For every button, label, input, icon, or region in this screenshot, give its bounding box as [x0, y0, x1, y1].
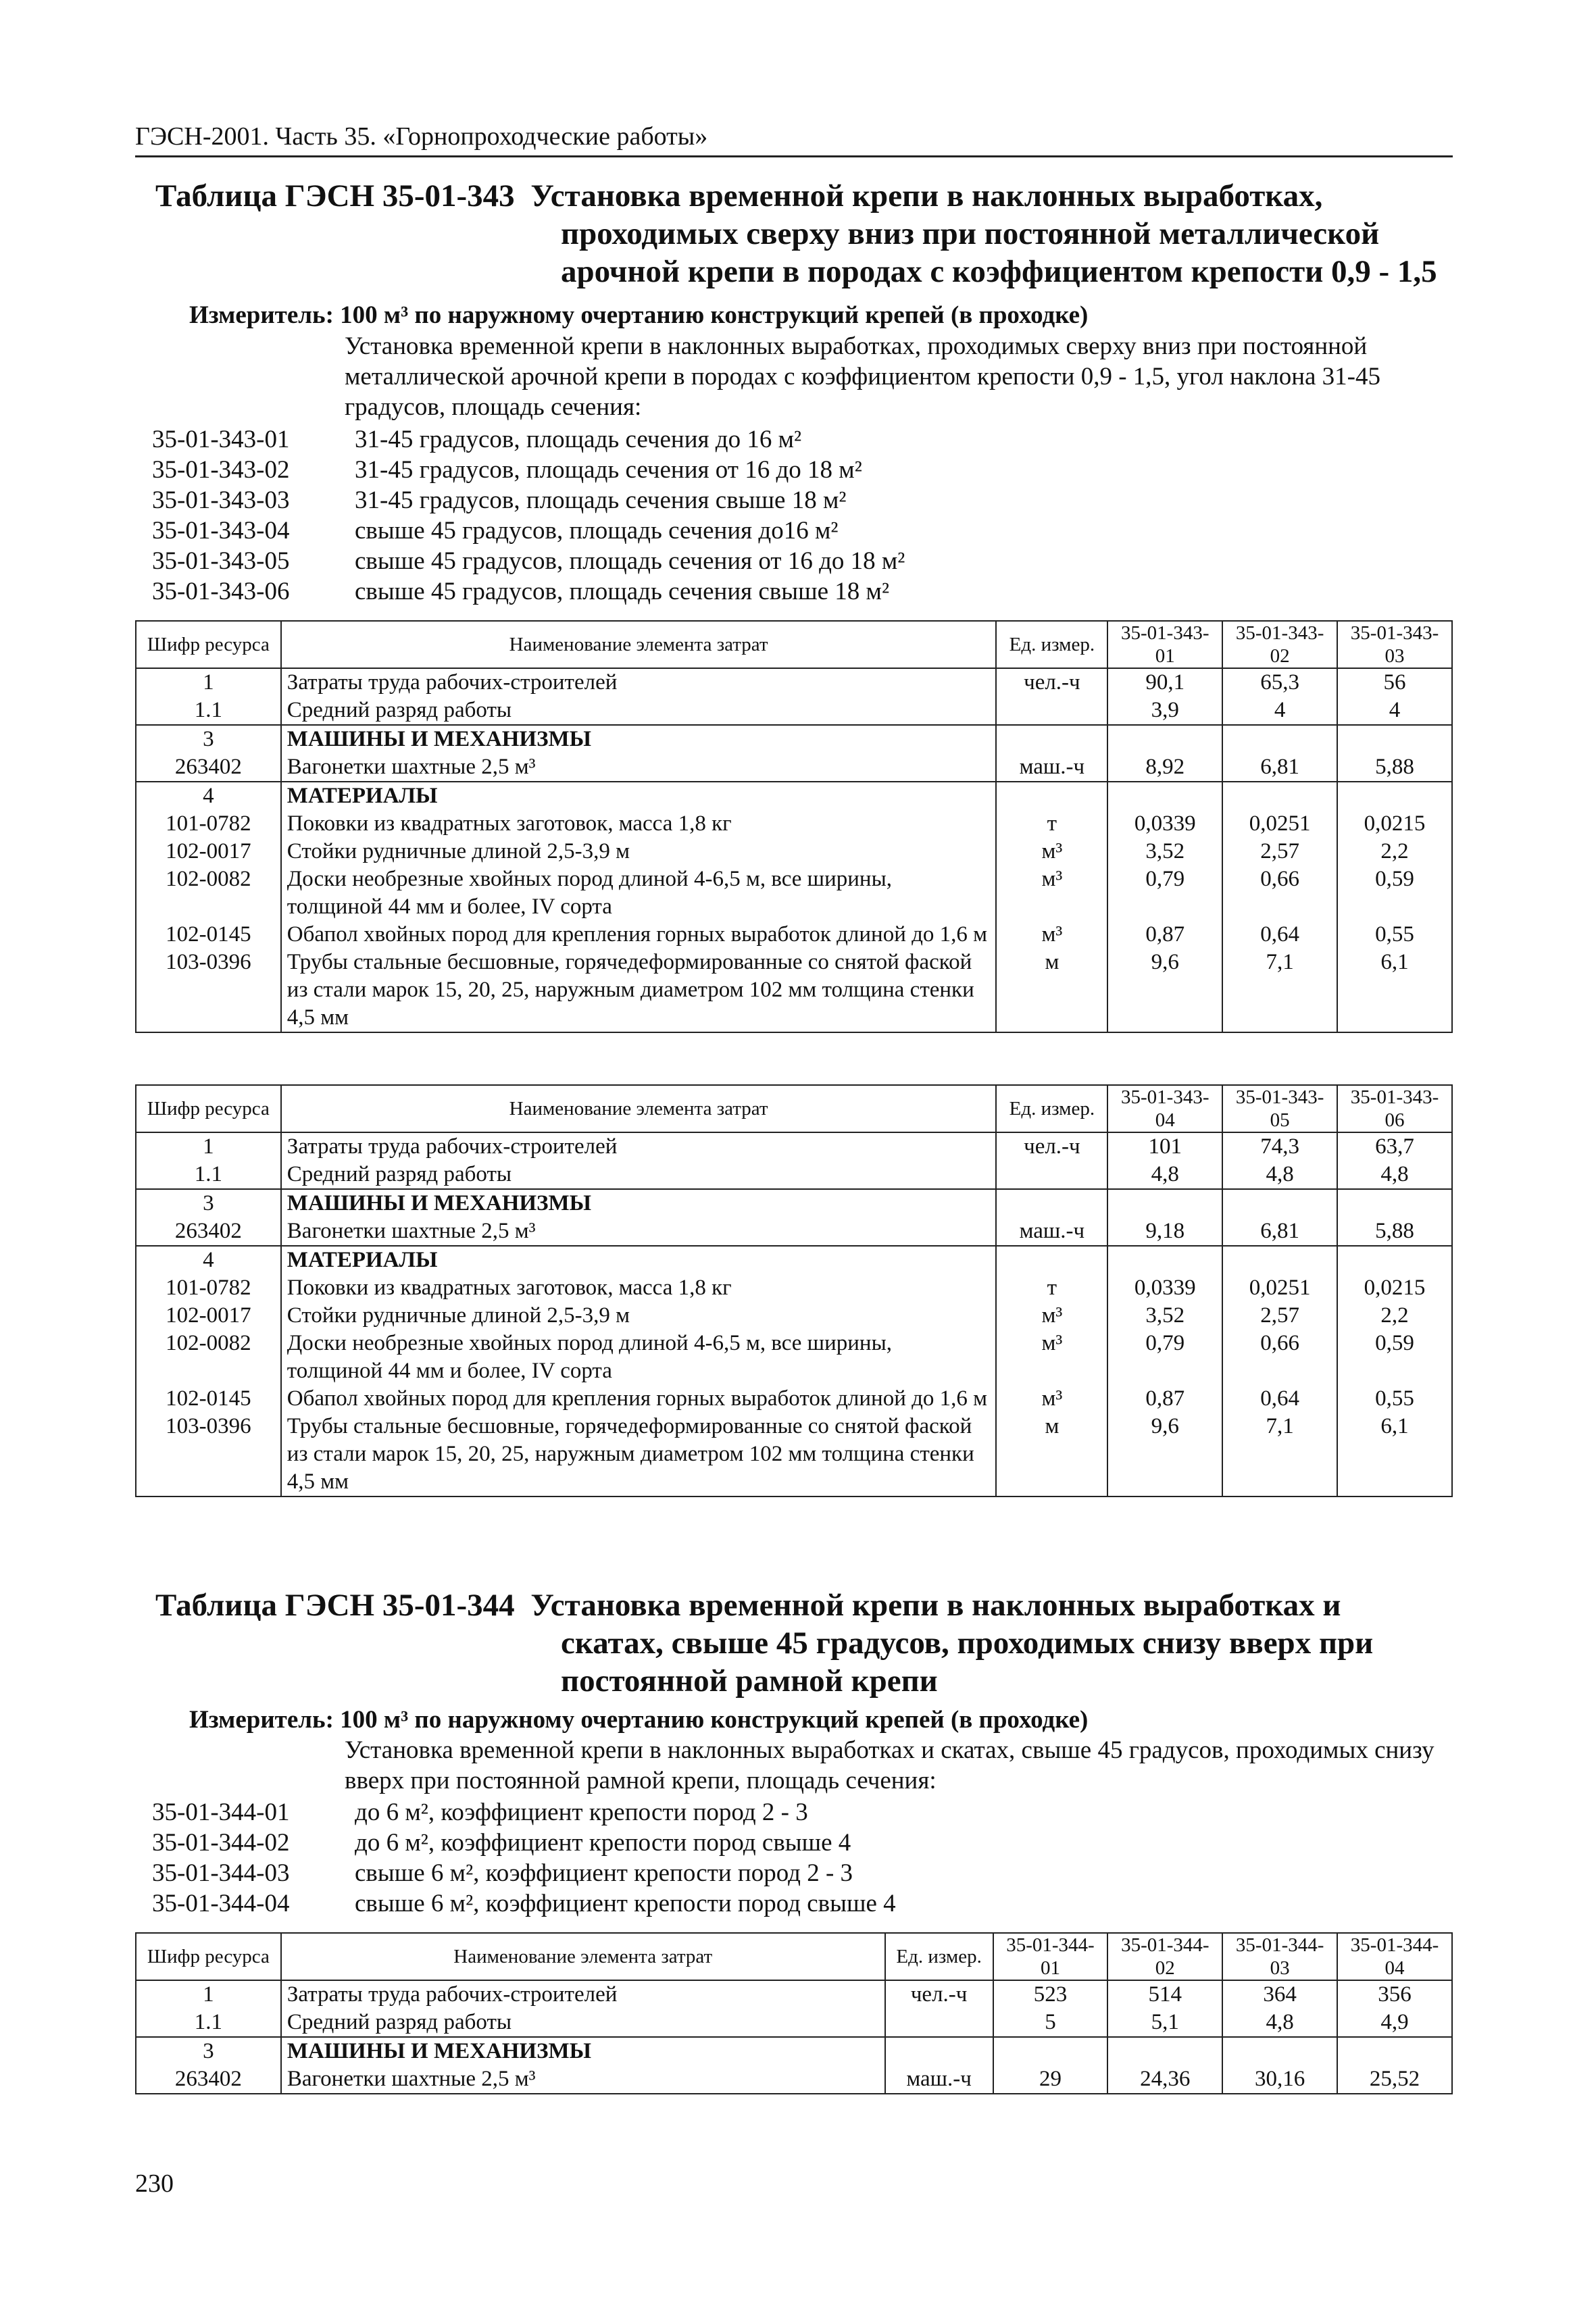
table-row	[136, 753, 1452, 782]
value-cell	[1107, 725, 1222, 753]
section-title-343	[155, 177, 1439, 291]
unit-line-343: Измеритель: 100 м³ по наружному очертанию конструкций крепей (в проходке)	[189, 301, 1089, 329]
value-cell	[1337, 782, 1452, 810]
unit-cell: чел.-ч	[996, 1132, 1107, 1161]
unit-cell: маш.-ч	[996, 753, 1107, 782]
unit-cell: маш.-ч	[996, 1217, 1107, 1246]
element-name-cell: Вагонетки шахтные 2,5 м³	[281, 1217, 997, 1246]
value-cell	[1222, 1189, 1337, 1217]
running-header: ГЭСН-2001. Часть 35. «Горнопроходческие работы»	[135, 122, 708, 151]
table-row	[136, 668, 1452, 697]
element-name-cell: Средний разряд работы	[281, 697, 997, 725]
unit-cell: м³	[996, 865, 1107, 921]
value-cell: 30,16	[1222, 2065, 1337, 2094]
value-cell: 2,57	[1222, 838, 1337, 865]
value-cell: 523	[993, 1980, 1108, 2009]
header-unit: Ед. измер.	[996, 1085, 1107, 1132]
value-cell: 24,36	[1107, 2065, 1222, 2094]
norm-code-description: 31-45 градусов, площадь сечения до 16 м²	[355, 426, 802, 453]
description-343: Установка временной крепи в наклонных выработках, проходимых сверху вниз при постоянной металлической арочной крепи в породах с коэффициентом крепости 0,9 - 1,5, угол наклона 31-45 градусов, площадь сечения:	[345, 332, 1380, 421]
table-row	[136, 1385, 1452, 1413]
table-row	[136, 1189, 1452, 1217]
value-cell: 2,2	[1337, 838, 1452, 865]
value-cell: 7,1	[1222, 949, 1337, 1032]
code-list-343	[152, 424, 905, 607]
header-unit: Ед. измер.	[996, 621, 1107, 668]
value-cell: 6,81	[1222, 753, 1337, 782]
value-cell	[1107, 1246, 1222, 1274]
value-cell: 0,0251	[1222, 810, 1337, 838]
table-row	[136, 865, 1452, 921]
norm-code-description: свыше 45 градусов, площадь сечения от 16 до 18 м²	[355, 547, 905, 575]
element-name-cell: Стойки рудничные длиной 2,5-3,9 м	[281, 838, 997, 865]
value-cell	[1222, 782, 1337, 810]
norm-code-description: до 6 м², коэффициент крепости пород свыше 4	[355, 1829, 851, 1857]
element-name-cell: Поковки из квадратных заготовок, масса 1,8 кг	[281, 810, 997, 838]
table-row	[136, 949, 1452, 1032]
element-name-cell: Затраты труда рабочих-строителей	[281, 1132, 997, 1161]
value-cell: 101	[1107, 1132, 1222, 1161]
value-cell: 5,88	[1337, 753, 1452, 782]
norm-code: 35-01-343-03	[152, 486, 290, 514]
value-cell: 25,52	[1337, 2065, 1452, 2094]
norm-code: 35-01-343-01	[152, 426, 290, 453]
header-norm-code: 35-01-343-04	[1107, 1085, 1222, 1132]
value-cell: 0,0215	[1337, 1274, 1452, 1302]
element-name-cell: Средний разряд работы	[281, 1161, 997, 1189]
norm-code: 35-01-343-05	[152, 547, 290, 575]
value-cell: 0,59	[1337, 865, 1452, 921]
resource-code-cell: 103-0396	[136, 949, 281, 1032]
norm-code: 35-01-343-04	[152, 517, 290, 545]
norm-code-description: до 6 м², коэффициент крепости пород 2 - 3	[355, 1799, 808, 1826]
resource-code-cell: 4	[136, 782, 281, 810]
value-cell: 514	[1107, 1980, 1222, 2009]
norm-code: 35-01-343-02	[152, 456, 290, 484]
value-cell	[1107, 1189, 1222, 1217]
unit-cell	[996, 725, 1107, 753]
value-cell	[1107, 782, 1222, 810]
unit-cell	[996, 697, 1107, 725]
element-name-cell: Доски необрезные хвойных пород длиной 4-6,5 м, все ширины, толщиной 44 мм и более, IV сорта	[281, 865, 997, 921]
table-header-row	[136, 621, 1452, 668]
value-cell: 4,8	[1107, 1161, 1222, 1189]
table-row	[136, 1161, 1452, 1189]
code-row	[152, 455, 905, 485]
unit-cell	[885, 2037, 993, 2065]
table-row	[136, 1132, 1452, 1161]
unit-line-344: Измеритель: 100 м³ по наружному очертанию конструкций крепей (в проходке)	[189, 1706, 1089, 1734]
table-row	[136, 697, 1452, 725]
table-row	[136, 1980, 1452, 2009]
value-cell	[1222, 1246, 1337, 1274]
norm-code-description: свыше 45 градусов, площадь сечения свыше 18 м²	[355, 578, 890, 605]
unit-cell	[996, 1161, 1107, 1189]
table-row	[136, 2009, 1452, 2037]
unit-cell: маш.-ч	[885, 2065, 993, 2094]
value-cell: 0,55	[1337, 1385, 1452, 1413]
value-cell: 65,3	[1222, 668, 1337, 697]
value-cell: 6,1	[1337, 949, 1452, 1032]
header-norm-code: 35-01-343-02	[1222, 621, 1337, 668]
value-cell	[1337, 1189, 1452, 1217]
element-name-cell: Средний разряд работы	[281, 2009, 885, 2037]
norm-table-343-b	[135, 1084, 1453, 1497]
value-cell: 5	[993, 2009, 1108, 2037]
resource-code-cell: 101-0782	[136, 1274, 281, 1302]
element-name-cell: Вагонетки шахтные 2,5 м³	[281, 2065, 885, 2094]
table-row	[136, 838, 1452, 865]
code-row	[152, 485, 905, 515]
resource-code-cell: 102-0145	[136, 1385, 281, 1413]
element-name-cell: Обапол хвойных пород для крепления горных выработок длиной до 1,6 м	[281, 1385, 997, 1413]
unit-cell: м³	[996, 838, 1107, 865]
value-cell: 364	[1222, 1980, 1337, 2009]
value-cell: 4	[1222, 697, 1337, 725]
resource-code-cell: 1.1	[136, 2009, 281, 2037]
value-cell: 356	[1337, 1980, 1452, 2009]
element-name-cell: МАТЕРИАЛЫ	[281, 1246, 997, 1274]
element-name-cell: МАШИНЫ И МЕХАНИЗМЫ	[281, 1189, 997, 1217]
unit-cell: м	[996, 1413, 1107, 1496]
code-row	[152, 1797, 896, 1828]
norm-code-description: 31-45 градусов, площадь сечения свыше 18 м²	[355, 486, 847, 514]
value-cell: 4,9	[1337, 2009, 1452, 2037]
section-title-text: Установка временной крепи в наклонных выработках, проходимых сверху вниз при постоянной металлической арочной крепи в породах с коэффициентом крепости 0,9 - 1,5	[530, 178, 1437, 289]
unit-cell	[996, 782, 1107, 810]
value-cell: 0,64	[1222, 1385, 1337, 1413]
header-norm-code: 35-01-344-04	[1337, 1933, 1452, 1980]
value-cell: 9,18	[1107, 1217, 1222, 1246]
norm-table-343-a	[135, 620, 1453, 1033]
resource-code-cell: 3	[136, 1189, 281, 1217]
resource-code-cell: 102-0082	[136, 865, 281, 921]
unit-cell	[996, 1189, 1107, 1217]
value-cell: 5,1	[1107, 2009, 1222, 2037]
code-row	[152, 1888, 896, 1919]
code-row	[152, 515, 905, 546]
resource-code-cell: 1	[136, 668, 281, 697]
header-element-name: Наименование элемента затрат	[281, 621, 997, 668]
value-cell: 6,81	[1222, 1217, 1337, 1246]
value-cell: 4,8	[1222, 2009, 1337, 2037]
unit-cell	[885, 2009, 993, 2037]
value-cell: 0,66	[1222, 1330, 1337, 1385]
table-row	[136, 1274, 1452, 1302]
element-name-cell: Вагонетки шахтные 2,5 м³	[281, 753, 997, 782]
value-cell: 0,59	[1337, 1330, 1452, 1385]
value-cell: 63,7	[1337, 1132, 1452, 1161]
unit-cell: м³	[996, 1385, 1107, 1413]
element-name-cell: МАШИНЫ И МЕХАНИЗМЫ	[281, 725, 997, 753]
resource-code-cell: 263402	[136, 753, 281, 782]
norm-code: 35-01-344-03	[152, 1859, 290, 1887]
norm-code-description: свыше 6 м², коэффициент крепости пород свыше 4	[355, 1890, 896, 1917]
value-cell: 0,66	[1222, 865, 1337, 921]
table-row	[136, 2037, 1452, 2065]
element-name-cell: Доски необрезные хвойных пород длиной 4-6,5 м, все ширины, толщиной 44 мм и более, IV сорта	[281, 1330, 997, 1385]
table-row	[136, 921, 1452, 949]
resource-code-cell: 103-0396	[136, 1413, 281, 1496]
value-cell: 4,8	[1337, 1161, 1452, 1189]
value-cell	[1222, 725, 1337, 753]
unit-cell: м³	[996, 1302, 1107, 1330]
norm-code: 35-01-344-01	[152, 1799, 290, 1826]
value-cell: 3,52	[1107, 1302, 1222, 1330]
header-element-name: Наименование элемента затрат	[281, 1933, 885, 1980]
resource-code-cell: 102-0017	[136, 838, 281, 865]
resource-code-cell: 1	[136, 1980, 281, 2009]
table-row	[136, 810, 1452, 838]
norm-code: 35-01-344-02	[152, 1829, 290, 1857]
table-header-row	[136, 1933, 1452, 1980]
unit-cell: чел.-ч	[885, 1980, 993, 2009]
table-row	[136, 725, 1452, 753]
element-name-cell: МАШИНЫ И МЕХАНИЗМЫ	[281, 2037, 885, 2065]
code-row	[152, 576, 905, 607]
code-row	[152, 1858, 896, 1888]
value-cell: 5,88	[1337, 1217, 1452, 1246]
header-resource-code: Шифр ресурса	[136, 1085, 281, 1132]
header-norm-code: 35-01-344-03	[1222, 1933, 1337, 1980]
value-cell	[1337, 1246, 1452, 1274]
value-cell: 4	[1337, 697, 1452, 725]
header-norm-code: 35-01-343-03	[1337, 621, 1452, 668]
value-cell: 3,52	[1107, 838, 1222, 865]
section-title-prefix: Таблица ГЭСН 35-01-343	[155, 178, 515, 213]
value-cell: 0,87	[1107, 1385, 1222, 1413]
header-norm-code: 35-01-343-05	[1222, 1085, 1337, 1132]
value-cell	[1107, 2037, 1222, 2065]
value-cell: 90,1	[1107, 668, 1222, 697]
value-cell: 7,1	[1222, 1413, 1337, 1496]
value-cell	[1222, 2037, 1337, 2065]
unit-cell: т	[996, 1274, 1107, 1302]
header-norm-code: 35-01-343-06	[1337, 1085, 1452, 1132]
resource-code-cell: 102-0082	[136, 1330, 281, 1385]
resource-code-cell: 3	[136, 725, 281, 753]
value-cell: 0,87	[1107, 921, 1222, 949]
element-name-cell: МАТЕРИАЛЫ	[281, 782, 997, 810]
resource-code-cell: 263402	[136, 1217, 281, 1246]
value-cell: 0,79	[1107, 865, 1222, 921]
value-cell	[1337, 725, 1452, 753]
resource-code-cell: 4	[136, 1246, 281, 1274]
table-row	[136, 1413, 1452, 1496]
resource-code-cell: 1	[136, 1132, 281, 1161]
resource-code-cell: 102-0145	[136, 921, 281, 949]
norm-code-description: свыше 45 градусов, площадь сечения до16 м²	[355, 517, 839, 545]
table-row	[136, 1246, 1452, 1274]
header-norm-code: 35-01-343-01	[1107, 621, 1222, 668]
norm-code-description: 31-45 градусов, площадь сечения от 16 до 18 м²	[355, 456, 862, 484]
section-title-prefix: Таблица ГЭСН 35-01-344	[155, 1588, 515, 1623]
value-cell: 0,0251	[1222, 1274, 1337, 1302]
value-cell: 6,1	[1337, 1413, 1452, 1496]
section-title-344	[155, 1586, 1439, 1700]
unit-cell: м	[996, 949, 1107, 1032]
element-name-cell: Обапол хвойных пород для крепления горных выработок длиной до 1,6 м	[281, 921, 997, 949]
resource-code-cell: 1.1	[136, 1161, 281, 1189]
value-cell: 0,0339	[1107, 1274, 1222, 1302]
header-resource-code: Шифр ресурса	[136, 1933, 281, 1980]
value-cell: 9,6	[1107, 1413, 1222, 1496]
value-cell: 3,9	[1107, 697, 1222, 725]
header-rule	[135, 155, 1453, 157]
value-cell: 0,55	[1337, 921, 1452, 949]
table-row	[136, 1302, 1452, 1330]
resource-code-cell: 1.1	[136, 697, 281, 725]
value-cell: 2,2	[1337, 1302, 1452, 1330]
header-resource-code: Шифр ресурса	[136, 621, 281, 668]
header-unit: Ед. измер.	[885, 1933, 993, 1980]
description-344: Установка временной крепи в наклонных выработках и скатах, свыше 45 градусов, проходимых снизу вверх при постоянной рамной крепи, площадь сечения:	[345, 1736, 1435, 1794]
resource-code-cell: 101-0782	[136, 810, 281, 838]
value-cell: 0,64	[1222, 921, 1337, 949]
value-cell: 56	[1337, 668, 1452, 697]
unit-cell: м³	[996, 921, 1107, 949]
value-cell: 74,3	[1222, 1132, 1337, 1161]
table-header-row	[136, 1085, 1452, 1132]
section-title-text: Установка временной крепи в наклонных выработках и скатах, свыше 45 градусов, проходимых снизу вверх при постоянной рамной крепи	[530, 1588, 1374, 1699]
value-cell: 0,79	[1107, 1330, 1222, 1385]
value-cell: 2,57	[1222, 1302, 1337, 1330]
code-row	[152, 424, 905, 455]
header-norm-code: 35-01-344-02	[1107, 1933, 1222, 1980]
resource-code-cell: 263402	[136, 2065, 281, 2094]
element-name-cell: Стойки рудничные длиной 2,5-3,9 м	[281, 1302, 997, 1330]
element-name-cell: Поковки из квадратных заготовок, масса 1,8 кг	[281, 1274, 997, 1302]
code-list-344	[152, 1797, 896, 1919]
value-cell: 0,0215	[1337, 810, 1452, 838]
unit-cell	[996, 1246, 1107, 1274]
value-cell	[993, 2037, 1108, 2065]
table-row	[136, 782, 1452, 810]
norm-code: 35-01-344-04	[152, 1890, 290, 1917]
value-cell: 4,8	[1222, 1161, 1337, 1189]
norm-code: 35-01-343-06	[152, 578, 290, 605]
norm-code-description: свыше 6 м², коэффициент крепости пород 2 - 3	[355, 1859, 853, 1887]
unit-cell: чел.-ч	[996, 668, 1107, 697]
element-name-cell: Затраты труда рабочих-строителей	[281, 668, 997, 697]
header-element-name: Наименование элемента затрат	[281, 1085, 997, 1132]
code-row	[152, 1828, 896, 1858]
element-name-cell: Трубы стальные бесшовные, горячедеформированные со снятой фаской из стали марок 15, 20, 25, наружным диаметром 102 мм толщина стенки 4,5 мм	[281, 1413, 997, 1496]
code-row	[152, 546, 905, 576]
element-name-cell: Трубы стальные бесшовные, горячедеформированные со снятой фаской из стали марок 15, 20, 25, наружным диаметром 102 мм толщина стенки 4,5 мм	[281, 949, 997, 1032]
table-row	[136, 1217, 1452, 1246]
value-cell: 8,92	[1107, 753, 1222, 782]
resource-code-cell: 3	[136, 2037, 281, 2065]
header-norm-code: 35-01-344-01	[993, 1933, 1108, 1980]
unit-cell: м³	[996, 1330, 1107, 1385]
page-number: 230	[135, 2169, 174, 2198]
unit-cell: т	[996, 810, 1107, 838]
value-cell: 9,6	[1107, 949, 1222, 1032]
resource-code-cell: 102-0017	[136, 1302, 281, 1330]
norm-table-344	[135, 1932, 1453, 2094]
value-cell: 0,0339	[1107, 810, 1222, 838]
value-cell: 29	[993, 2065, 1108, 2094]
table-row	[136, 2065, 1452, 2094]
table-row	[136, 1330, 1452, 1385]
value-cell	[1337, 2037, 1452, 2065]
element-name-cell: Затраты труда рабочих-строителей	[281, 1980, 885, 2009]
